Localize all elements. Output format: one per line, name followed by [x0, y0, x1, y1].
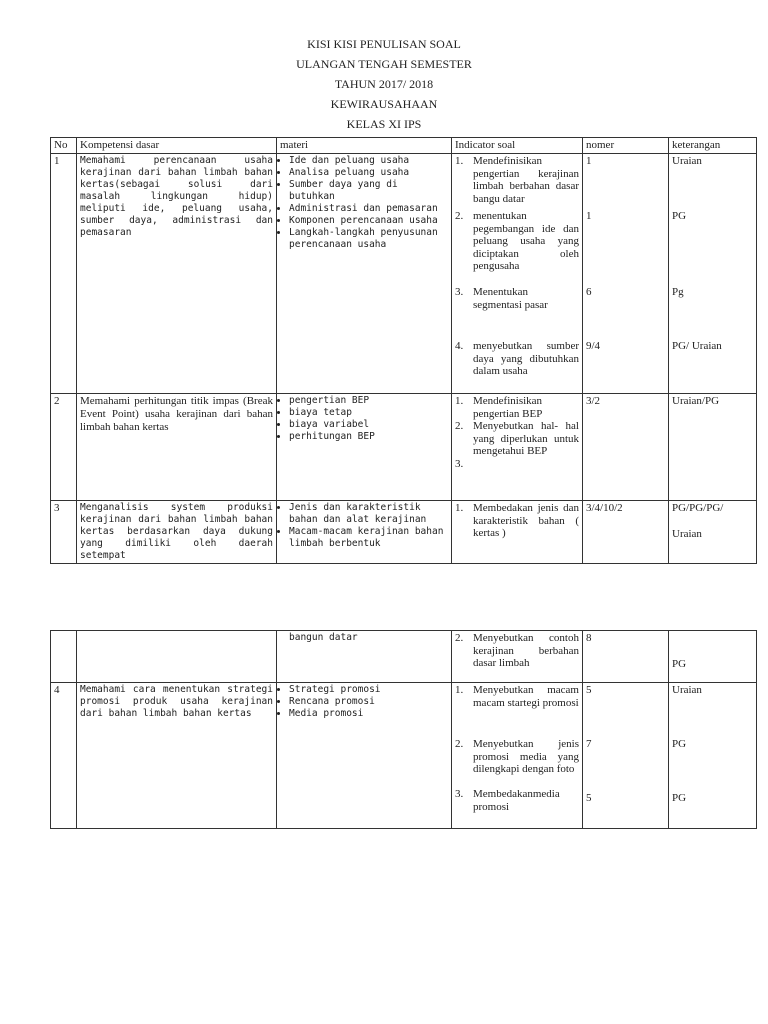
doc-subject: KEWIRAUSAHAAN [330, 97, 438, 111]
list-item: • perhitungan BEP [289, 431, 448, 443]
table-header-row [51, 138, 757, 154]
list-item: • Macam-macam kerajinan bahan limbah berbentuk [289, 526, 448, 550]
row-nomer: 8 [583, 631, 669, 683]
ket-value: PG [672, 210, 687, 222]
list-item: • Komponen perencanaan usaha [289, 215, 448, 227]
list-number: 3. [455, 457, 464, 470]
col-materi: materi [277, 138, 452, 154]
list-item: Mendefinisikan pengertian BEP [473, 395, 543, 420]
list-item: Mendefinisikan pengertian kerajinan limbah berbahan dasar bangu datar [473, 155, 579, 205]
list-item: • Rencana promosi [289, 696, 448, 708]
list-number: 1. [455, 155, 464, 167]
row-no: 1 [51, 154, 77, 394]
list-item: • pengertian BEP [289, 395, 448, 407]
row-materi [277, 394, 452, 501]
row-kompetensi: Memahami perencanaan usaha kerajinan dari bahan limbah bahan kertas(sebagai solusi dari masalah lingkungan hidup) meliputi ide, peluang usaha, sumber daya, administrasi dan pemasaran [77, 154, 277, 394]
list-item: Menyebutkan jenis promosi media yang dilengkapi dengan foto [473, 738, 579, 775]
list-number: 3. [455, 286, 464, 298]
list-item: • Media promosi [289, 708, 448, 720]
col-indikator: Indicator soal [452, 138, 583, 154]
row-nomer [583, 154, 669, 394]
list-item: Menyebutkan hal- hal yang diperlukan untuk mengetahui BEP [473, 420, 579, 457]
ket-value: PG [672, 738, 687, 750]
table-row [51, 631, 757, 683]
row-indikator [452, 683, 583, 829]
doc-subtitle: ULANGAN TENGAH SEMESTER [296, 57, 472, 71]
col-nomer: nomer [583, 138, 669, 154]
row-kompetensi [77, 631, 277, 683]
list-item: • Ide dan peluang usaha [289, 155, 448, 167]
list-item: • Langkah-langkah penyusunan perencanaan usaha [289, 227, 448, 251]
nomer-value: 7 [586, 738, 592, 750]
list-number: 3. [455, 788, 464, 800]
row-no: 2 [51, 394, 77, 501]
table-row [51, 394, 757, 501]
list-item: • Administrasi dan pemasaran [289, 203, 448, 215]
ket-value: PG/PG/PG/ [672, 502, 724, 514]
list-number: 1. [455, 502, 464, 514]
ket-value: Pg [672, 286, 684, 298]
nomer-value: 6 [586, 286, 592, 298]
col-no: No [51, 138, 77, 154]
row-kompetensi: Memahami perhitungan titik impas (Break Event Point) usaha kerajinan dari bahan limbah bahan kertas [77, 394, 277, 501]
row-kompetensi: Memahami cara menentukan strategi promosi produk usaha kerajinan dari bahan limbah bahan kertas [77, 683, 277, 829]
table-row [51, 154, 757, 394]
ket-value: PG [672, 792, 687, 804]
nomer-value: 9/4 [586, 340, 601, 352]
list-item: • biaya tetap [289, 407, 448, 419]
row-keterangan [669, 631, 757, 683]
doc-year: TAHUN 2017/ 2018 [334, 77, 434, 91]
ket-value: Uraian [672, 155, 702, 167]
table-row [51, 501, 757, 564]
list-item: menentukan pegembangan ide dan peluang usaha yang diciptakan oleh pengusaha [473, 210, 579, 272]
ket-value: PG [672, 658, 687, 670]
ket-value: Uraian [672, 528, 702, 540]
col-kompetensi: Kompetensi dasar [77, 138, 277, 154]
row-indikator [452, 394, 583, 501]
nomer-value: 5 [586, 684, 592, 696]
list-item: Membedakanmedia promosi [473, 788, 560, 813]
list-number: 2. [455, 738, 464, 750]
row-keterangan [669, 683, 757, 829]
kisi-table [50, 137, 757, 564]
list-item: • Analisa peluang usaha [289, 167, 448, 179]
row-materi [277, 683, 452, 829]
nomer-value: 1 [586, 155, 592, 167]
list-number: 4. [455, 340, 464, 352]
list-item: • biaya variabel [289, 419, 448, 431]
row-no: 3 [51, 501, 77, 564]
ket-value: PG/ Uraian [672, 340, 722, 352]
row-no [51, 631, 77, 683]
list-number: 2. [455, 210, 464, 222]
table-row [51, 683, 757, 829]
ket-value: Uraian [672, 684, 702, 696]
list-item: Membedakan jenis dan karakteristik bahan ( kertas ) [473, 502, 579, 539]
list-item: • Strategi promosi [289, 684, 448, 696]
row-materi [277, 631, 452, 683]
doc-title: KISI KISI PENULISAN SOAL [307, 37, 461, 51]
row-keterangan [669, 154, 757, 394]
row-nomer: 3/2 [583, 394, 669, 501]
nomer-value: 5 [586, 792, 592, 804]
row-nomer [583, 683, 669, 829]
doc-class: KELAS XI IPS [346, 117, 422, 131]
row-no: 4 [51, 683, 77, 829]
list-item: bangun datar [289, 632, 358, 643]
row-indikator [452, 154, 583, 394]
row-materi [277, 501, 452, 564]
list-item: Menentukan segmentasi pasar [473, 286, 548, 311]
kisi-table-continued [50, 630, 757, 829]
row-indikator [452, 501, 583, 564]
list-number: 1. [455, 395, 464, 407]
row-kompetensi: Menganalisis system produksi kerajinan dari bahan limbah bahan kertas berdasarkan daya dukung yang dimiliki oleh daerah setempat [77, 501, 277, 564]
list-item: Menyebutkan contoh kerajinan berbahan dasar limbah [473, 632, 579, 669]
list-number: 2. [455, 420, 464, 432]
list-item: menyebutkan sumber daya yang dibutuhkan dalam usaha [473, 340, 579, 377]
row-materi [277, 154, 452, 394]
list-item: Menyebutkan macam macam startegi promosi [473, 684, 579, 709]
list-item: • Jenis dan karakteristik bahan dan alat kerajinan [289, 502, 448, 526]
list-number: 1. [455, 684, 464, 696]
row-nomer: 3/4/10/2 [583, 501, 669, 564]
row-keterangan: Uraian/PG [669, 394, 757, 501]
row-indikator [452, 631, 583, 683]
col-keterangan: keterangan [669, 138, 757, 154]
nomer-value: 1 [586, 210, 592, 222]
list-number: 2. [455, 632, 464, 644]
list-item: • Sumber daya yang di butuhkan [289, 179, 448, 203]
row-keterangan [669, 501, 757, 564]
